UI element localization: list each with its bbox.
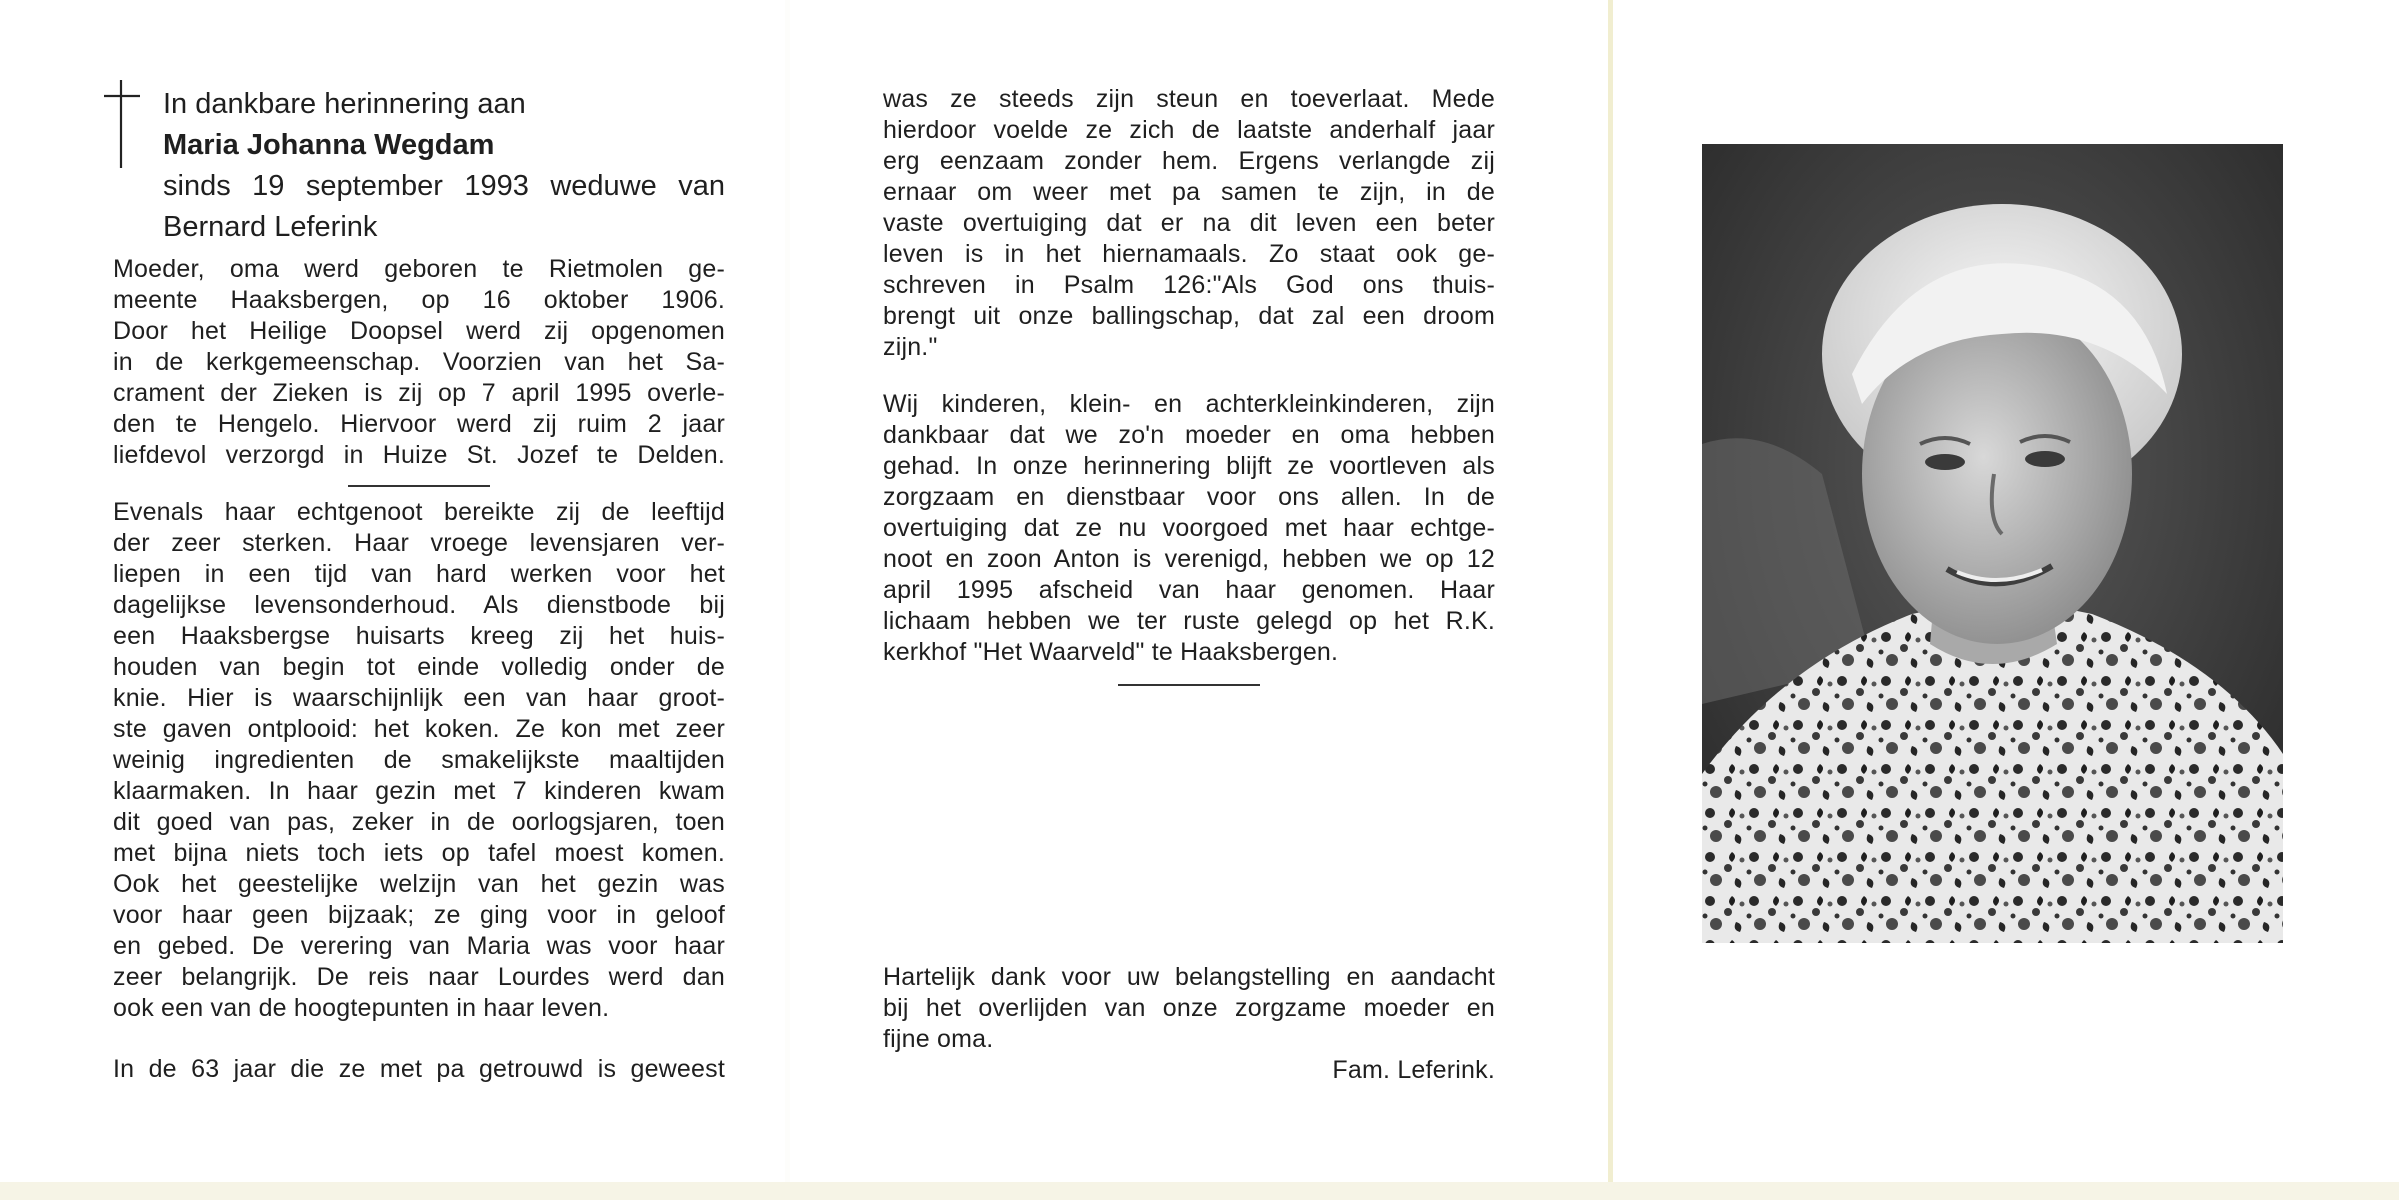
- text-line: meente Haaksbergen, op 16 oktober 1906.: [113, 286, 725, 314]
- header-line-spouse: Bernard Leferink: [163, 211, 378, 243]
- text-line: Evenals haar echtgenoot bereikte zij de leeftijd: [113, 498, 725, 526]
- text-line: zorgzaam en dienstbaar voor ons allen. In de: [883, 483, 1495, 511]
- text-line: Door het Heilige Doopsel werd zij opgenomen: [113, 317, 725, 345]
- text-line: Hartelijk dank voor uw belangstelling en aandacht: [883, 963, 1495, 991]
- text-line: was ze steeds zijn steun en toeverlaat. Mede: [883, 85, 1495, 113]
- header-block: [115, 84, 725, 248]
- family-signature: Fam. Leferink.: [1332, 1056, 1495, 1084]
- text-line: liepen in een tijd van hard werken voor het: [113, 560, 725, 588]
- deceased-name: Maria Johanna Wegdam: [163, 129, 495, 161]
- text-line: knie. Hier is waarschijnlijk een van haar groot-: [113, 684, 725, 712]
- text-line: een Haaksbergse huisarts kreeg zij het huis-: [113, 622, 725, 650]
- text-line: erg eenzaam zonder hem. Ergens verlangde zij: [883, 147, 1495, 175]
- header-line-intro: In dankbare herinnering aan: [163, 88, 526, 120]
- text-line: Moeder, oma werd geboren te Rietmolen ge-: [113, 255, 725, 283]
- text-line: der zeer sterken. Haar vroege levensjaren ver-: [113, 529, 725, 557]
- text-line: dagelijkse levensonderhoud. Als dienstbode bij: [113, 591, 725, 619]
- text-line: overtuiging dat ze nu voorgoed met haar echtge-: [883, 514, 1495, 542]
- text-line: in de kerkgemeenschap. Voorzien van het Sa-: [113, 348, 725, 376]
- paragraph-gratitude: [883, 389, 1495, 668]
- text-line: gehad. In onze herinnering blijft ze voortleven als: [883, 452, 1495, 480]
- text-line: crament der Zieken is zij op 7 april 1995 overle-: [113, 379, 725, 407]
- text-line: schreven in Psalm 126:"Als God ons thuis-: [883, 271, 1495, 299]
- card-bottom-edge: [0, 1182, 2399, 1200]
- text-line: kerkhof "Het Waarveld" te Haaksbergen.: [883, 638, 1339, 666]
- card-fold: [1608, 0, 1613, 1185]
- text-line: voor haar geen bijzaak; ze ging voor in geloof: [113, 901, 725, 929]
- text-line: april 1995 afscheid van haar genomen. Haar: [883, 576, 1495, 604]
- text-line: ook een van de hoogtepunten in haar leven.: [113, 994, 610, 1022]
- text-line: vaste overtuiging dat er na dit leven een beter: [883, 209, 1495, 237]
- text-line: brengt uit onze ballingschap, dat zal een droom: [883, 302, 1495, 330]
- text-line: houden van begin tot einde volledig onder de: [113, 653, 725, 681]
- text-line: leven is in het hiernamaals. Zo staat ook ge-: [883, 240, 1495, 268]
- text-line: dankbaar dat we zo'n moeder en oma hebben: [883, 421, 1495, 449]
- text-line: ernaar om weer met pa samen te zijn, in de: [883, 178, 1495, 206]
- text-line: Wij kinderen, klein- en achterkleinkinderen, zijn: [883, 390, 1495, 418]
- paragraph-birth: [113, 254, 725, 471]
- text-line: zijn.": [883, 333, 938, 361]
- text-line: lichaam hebben we ter ruste gelegd op het R.K.: [883, 607, 1495, 635]
- thanks-note: [883, 962, 1495, 1055]
- header-line-widow: sinds 19 september 1993 weduwe van: [163, 170, 725, 202]
- text-line: In de 63 jaar die ze met pa getrouwd is geweest: [113, 1055, 725, 1083]
- text-line: fijne oma.: [883, 1025, 994, 1053]
- text-line: zeer belangrijk. De reis naar Lourdes werd dan: [113, 963, 725, 991]
- middle-column-text: [883, 84, 1495, 1086]
- text-line: weinig ingredienten de smakelijkste maaltijden: [113, 746, 725, 774]
- text-line: en gebed. De verering van Maria was voor haar: [113, 932, 725, 960]
- text-line: hierdoor voelde ze zich de laatste anderhalf jaar: [883, 116, 1495, 144]
- portrait-photo: [1702, 144, 2283, 943]
- paragraph-marriage-start: [113, 1054, 725, 1085]
- paragraph-marriage: [883, 84, 1495, 363]
- text-line: ste gaven ontplooid: het koken. Ze kon met zeer: [113, 715, 725, 743]
- text-line: dit goed van pas, zeker in de oorlogsjaren, toen: [113, 808, 725, 836]
- text-line: den te Hengelo. Hiervoor werd zij ruim 2 jaar: [113, 410, 725, 438]
- text-line: Ook het geestelijke welzijn van het gezin was: [113, 870, 725, 898]
- text-line: klaarmaken. In haar gezin met 7 kinderen kwam: [113, 777, 725, 805]
- text-line: met bijna niets toch iets op tafel moest komen.: [113, 839, 725, 867]
- left-column-text: [113, 254, 725, 1085]
- text-line: noot en zoon Anton is verenigd, hebben we op 12: [883, 545, 1495, 573]
- portrait-illustration: [1702, 144, 2283, 943]
- text-line: liefdevol verzorgd in Huize St. Jozef te Delden.: [113, 441, 725, 469]
- paragraph-life: [113, 497, 725, 1024]
- text-line: bij het overlijden van onze zorgzame moeder en: [883, 994, 1495, 1022]
